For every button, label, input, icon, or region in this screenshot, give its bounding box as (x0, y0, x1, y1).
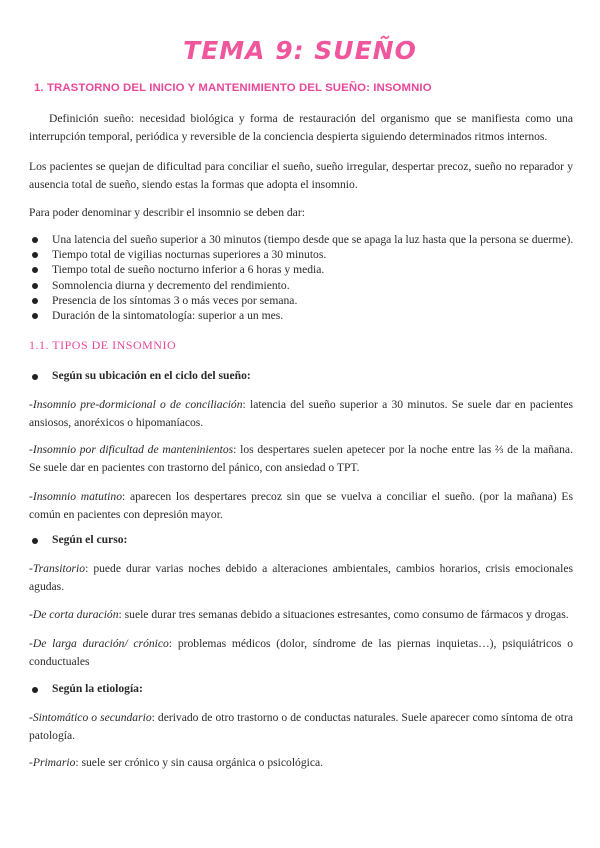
type-paragraph: -Insomnio matutino: aparecen los despertares precoz sin que se vuelva a conciliar el sueño. (por la mañana) Es común en pacientes con depresión mayor. (29, 490, 573, 521)
list-item: Presencia de los síntomas 3 o más veces por semana. (29, 293, 589, 308)
bullet-icon (32, 283, 38, 289)
bullet-icon (32, 237, 38, 243)
type-paragraph: -De larga duración/ crónico: problemas médicos (dolor, síndrome de las piernas inquietas…), psiquiátricos o conductuales (29, 637, 573, 668)
type-paragraph: -De corta duración: suele durar tres semanas debido a situaciones estresantes, como consumo de fármacos y drogas. (29, 608, 569, 621)
bullet-icon (32, 252, 38, 258)
group-label-etiologia: Según la etiología: (32, 682, 143, 695)
type-paragraph: -Insomnio pre-dormicional o de conciliación: latencia del sueño superior a 30 minutos. Se suele dar en pacientes ansiosos, anoréxicos o hipomaníacos. (29, 398, 573, 429)
list-item: Duración de la sintomatología: superior a un mes. (29, 308, 589, 323)
group-label-ubicacion: Según su ubicación en el ciclo del sueño: (32, 369, 251, 382)
type-paragraph: -Sintomático o secundario: derivado de otro trastorno o de conductas naturales. Suele aparecer como síntoma de otra patología. (29, 711, 573, 742)
list-item: Tiempo total de vigilias nocturnas superiores a 30 minutos. (29, 247, 589, 262)
page-title: TEMA 9: SUEÑO (183, 36, 417, 65)
subsection-heading-tipos: 1.1. TIPOS DE INSOMNIO (29, 338, 177, 352)
type-paragraph: -Primario: suele ser crónico y sin causa orgánica o psicológica. (29, 756, 324, 769)
type-paragraph: -Insomnio por dificultad de manteninientos: los despertares suelen apetecer por la noche entre las ⅔ de la mañana. Se suele dar en pacientes con trastorno del pánico, con ansiedad o TPT. (29, 443, 573, 474)
type-paragraph: -Transitorio: puede durar varias noches debido a alteraciones ambientales, cambios horarios, crisis emocionales agudas. (29, 562, 573, 593)
group-label-curso: Según el curso: (32, 533, 127, 546)
list-item: Una latencia del sueño superior a 30 minutos (tiempo desde que se apaga la luz hasta que la persona se duerme). (29, 232, 589, 247)
bullet-icon (32, 298, 38, 304)
bullet-icon (32, 313, 38, 319)
definition-paragraph: Definición sueño: necesidad biológica y forma de restauración del organismo que se manifiesta como una interrupción temporal, periódica y reversible de la conciencia despierta siguiendo determinados ritmos internos. (29, 112, 573, 143)
bullet-icon (32, 538, 38, 544)
bullet-icon (32, 267, 38, 273)
list-item: Tiempo total de sueño nocturno inferior a 6 horas y media. (29, 262, 589, 277)
criteria-intro: Para poder denominar y describir el insomnio se deben dar: (29, 206, 305, 219)
bullet-icon (32, 687, 38, 693)
criteria-list (29, 232, 589, 323)
section-heading-insomnio: 1. TRASTORNO DEL INICIO Y MANTENIMIENTO DEL SUEÑO: INSOMNIO (34, 82, 432, 94)
complaints-paragraph: Los pacientes se quejan de dificultad para conciliar el sueño, sueño irregular, despertar precoz, sueño no reparador y ausencia total de sueño, siendo estas la formas que adopta el insomnio. (29, 160, 573, 191)
list-item: Somnolencia diurna y decremento del rendimiento. (29, 278, 589, 293)
bullet-icon (32, 374, 38, 380)
